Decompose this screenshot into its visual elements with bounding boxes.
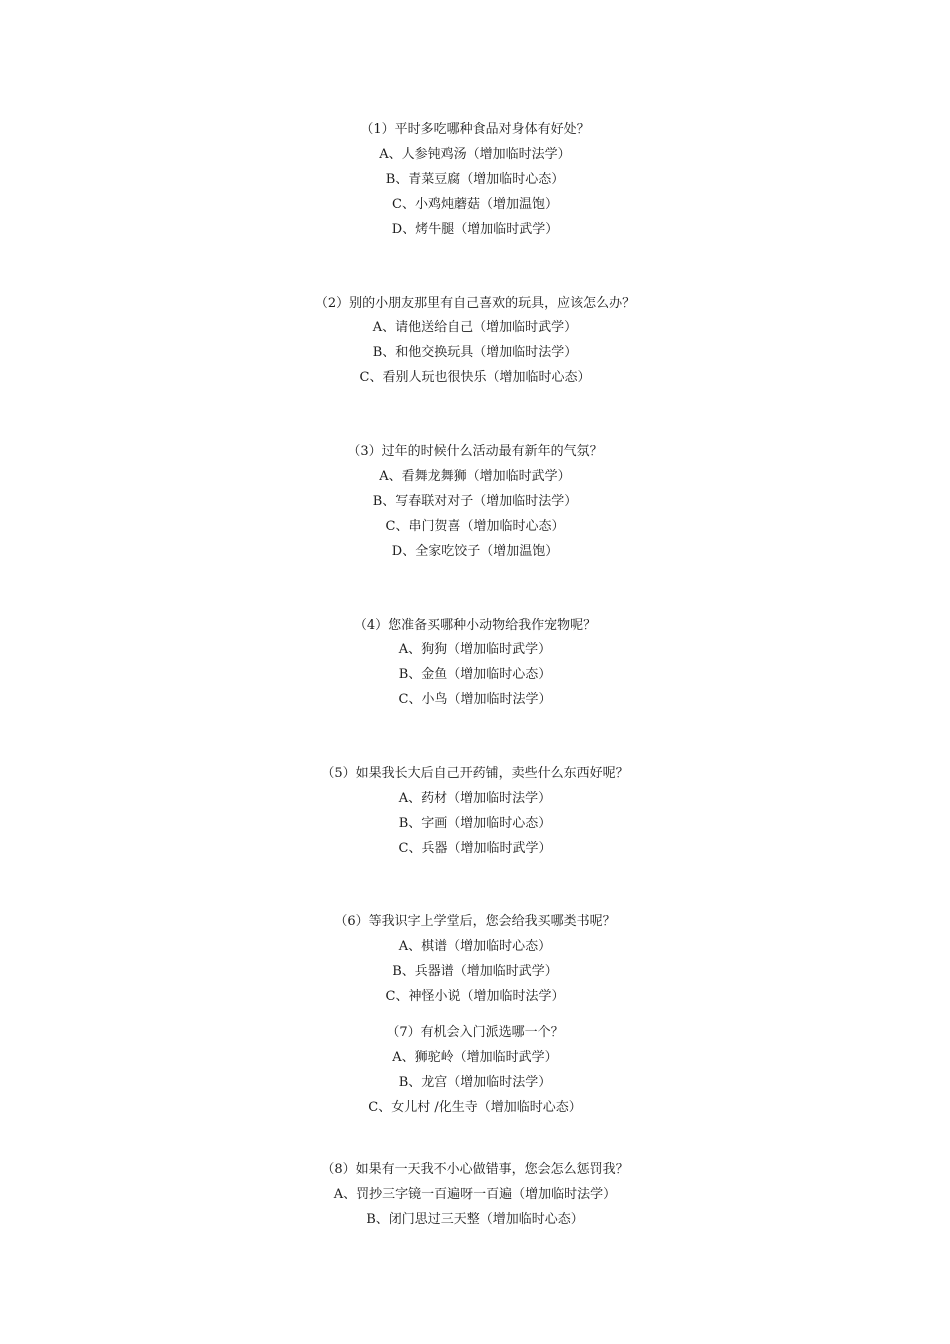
question-3-option-d: D、全家吃饺子（增加温饱） xyxy=(391,544,559,559)
question-7-option-c: C、女儿村 /化生寺（增加临时心态） xyxy=(368,1100,582,1115)
question-5-option-a: A、药材（增加临时法学） xyxy=(398,791,552,806)
question-6-prompt: （6）等我识字上学堂后，您会给我买哪类书呢？ xyxy=(334,914,616,929)
question-3-option-c: C、串门贺喜（增加临时心态） xyxy=(385,519,565,534)
question-1-option-c: C、小鸡炖蘑菇（增加温饱） xyxy=(392,197,558,212)
question-4-prompt: （4）您准备买哪种小动物给我作宠物呢？ xyxy=(353,618,597,633)
question-5-prompt: （5）如果我长大后自己开药铺，卖些什么东西好呢？ xyxy=(321,766,629,781)
question-1-option-a: A、人参钝鸡汤（增加临时法学） xyxy=(379,147,571,162)
question-6-option-b: B、兵器谱（增加临时武学） xyxy=(392,964,558,979)
question-7-prompt: （7）有机会入门派选哪一个？ xyxy=(386,1025,564,1040)
question-8-option-a: A、罚抄三字镜一百遍呀一百遍（增加临时法学） xyxy=(333,1187,617,1202)
question-2-option-a: A、请他送给自己（增加临时武学） xyxy=(372,320,578,335)
question-6-option-c: C、神怪小说（增加临时法学） xyxy=(385,989,565,1004)
question-5-option-c: C、兵器（增加临时武学） xyxy=(398,841,552,856)
question-7-option-b: B、龙宫（增加临时法学） xyxy=(398,1075,552,1090)
question-4-option-b: B、金鱼（增加临时心态） xyxy=(398,667,552,682)
question-1-option-b: B、青菜豆腐（增加临时心态） xyxy=(385,172,565,187)
question-3-prompt: （3）过年的时候什么活动最有新年的气氛？ xyxy=(347,444,603,459)
question-3-option-b: B、写春联对对子（增加临时法学） xyxy=(372,494,578,509)
question-1-option-d: D、烤牛腿（增加临时武学） xyxy=(391,222,559,237)
question-5-option-b: B、字画（增加临时心态） xyxy=(398,816,552,831)
question-2-option-b: B、和他交换玩具（增加临时法学） xyxy=(372,345,578,360)
question-6-option-a: A、棋谱（增加临时心态） xyxy=(398,939,552,954)
question-2-prompt: （2）别的小朋友那里有自己喜欢的玩具，应该怎么办？ xyxy=(314,296,636,311)
question-4-option-a: A、狗狗（增加临时武学） xyxy=(398,642,552,657)
question-2-option-c: C、看别人玩也很快乐（增加临时心态） xyxy=(359,370,591,385)
question-4-option-c: C、小鸟（增加临时法学） xyxy=(398,692,552,707)
question-7-option-a: A、狮驼岭（增加临时武学） xyxy=(392,1050,558,1065)
question-8-option-b: B、闭门思过三天整（增加临时心态） xyxy=(366,1212,584,1227)
question-3-option-a: A、看舞龙舞狮（增加临时武学） xyxy=(379,469,571,484)
question-1-prompt: （1）平时多吃哪种食品对身体有好处？ xyxy=(360,122,590,137)
question-8-prompt: （8）如果有一天我不小心做错事，您会怎么惩罚我？ xyxy=(321,1162,629,1177)
